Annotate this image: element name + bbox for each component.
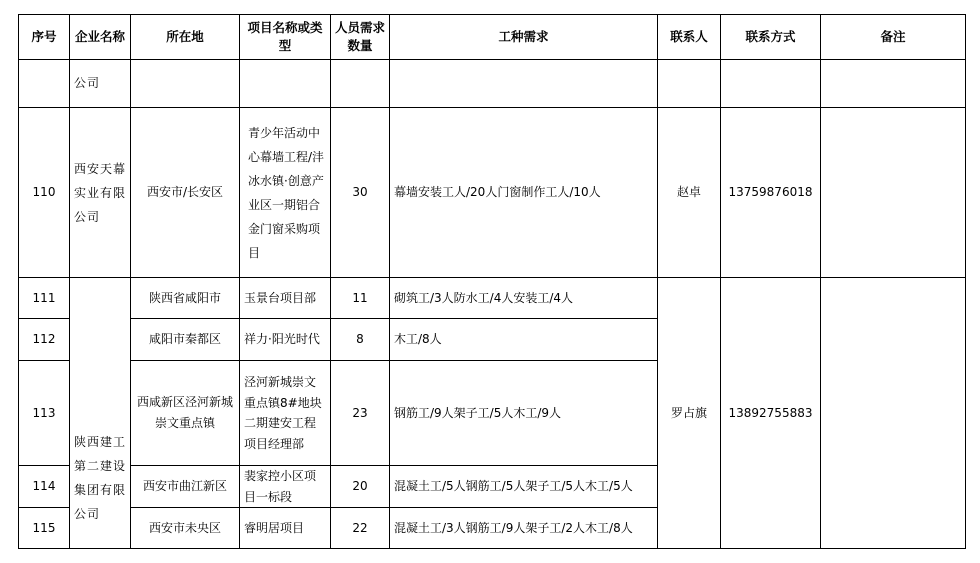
header-trade: 工种需求 (390, 15, 658, 60)
cell-project: 玉景台项目部 (240, 278, 331, 319)
cell-trade: 木工/8人 (390, 319, 658, 361)
cell-location: 西安市曲江新区 (131, 466, 240, 508)
cell-trade (390, 60, 658, 108)
cell-remark (821, 60, 966, 108)
header-contact: 联系人 (658, 15, 721, 60)
cell-project: 青少年活动中心幕墙工程/沣冰水镇·创意产业区一期铝合金门窗采购项目 (240, 108, 331, 278)
cell-phone: 13759876018 (721, 108, 821, 278)
cell-location: 咸阳市秦都区 (131, 319, 240, 361)
cell-location: 陕西省咸阳市 (131, 278, 240, 319)
cell-count: 23 (331, 361, 390, 466)
header-location: 所在地 (131, 15, 240, 60)
cell-project: 祥力·阳光时代 (240, 319, 331, 361)
cell-seq: 110 (19, 108, 70, 278)
cell-seq: 114 (19, 466, 70, 508)
cell-remark-merged (821, 278, 966, 549)
cell-seq: 112 (19, 319, 70, 361)
header-phone: 联系方式 (721, 15, 821, 60)
cell-phone (721, 60, 821, 108)
cell-location: 西咸新区泾河新城崇文重点镇 (131, 361, 240, 466)
cell-seq: 113 (19, 361, 70, 466)
cell-count: 8 (331, 319, 390, 361)
cell-location: 西安市未央区 (131, 508, 240, 549)
cell-count: 30 (331, 108, 390, 278)
cell-project: 裴家控小区项目一标段 (240, 466, 331, 508)
cell-company-merged: 陕西建工第二建设集团有限公司 (70, 278, 131, 549)
cell-count: 20 (331, 466, 390, 508)
cell-seq (19, 60, 70, 108)
cell-project: 睿明居项目 (240, 508, 331, 549)
cell-trade: 砌筑工/3人防水工/4人安装工/4人 (390, 278, 658, 319)
header-remark: 备注 (821, 15, 966, 60)
cell-trade: 幕墙安装工人/20人门窗制作工人/10人 (390, 108, 658, 278)
cell-seq: 111 (19, 278, 70, 319)
cell-trade: 混凝土工/5人钢筋工/5人架子工/5人木工/5人 (390, 466, 658, 508)
header-company: 企业名称 (70, 15, 131, 60)
cell-company: 公司 (70, 60, 131, 108)
cell-trade: 钢筋工/9人架子工/5人木工/9人 (390, 361, 658, 466)
cell-count: 11 (331, 278, 390, 319)
recruitment-table (18, 14, 966, 549)
cell-project: 泾河新城崇文重点镇8#地块二期建安工程项目经理部 (240, 361, 331, 466)
cell-phone-merged: 13892755883 (721, 278, 821, 549)
table-row (19, 278, 966, 319)
cell-remark (821, 108, 966, 278)
header-row (19, 15, 966, 60)
header-count: 人员需求数量 (331, 15, 390, 60)
cell-seq: 115 (19, 508, 70, 549)
cell-company: 西安天幕实业有限公司 (70, 108, 131, 278)
cell-location (131, 60, 240, 108)
header-seq: 序号 (19, 15, 70, 60)
cell-contact-merged: 罗占旗 (658, 278, 721, 549)
table-row (19, 108, 966, 278)
cell-count (331, 60, 390, 108)
cell-trade: 混凝土工/3人钢筋工/9人架子工/2人木工/8人 (390, 508, 658, 549)
cell-contact: 赵卓 (658, 108, 721, 278)
cell-count: 22 (331, 508, 390, 549)
cell-location: 西安市/长安区 (131, 108, 240, 278)
table-row-continued (19, 60, 966, 108)
cell-project (240, 60, 331, 108)
header-project: 项目名称或类型 (240, 15, 331, 60)
cell-contact (658, 60, 721, 108)
